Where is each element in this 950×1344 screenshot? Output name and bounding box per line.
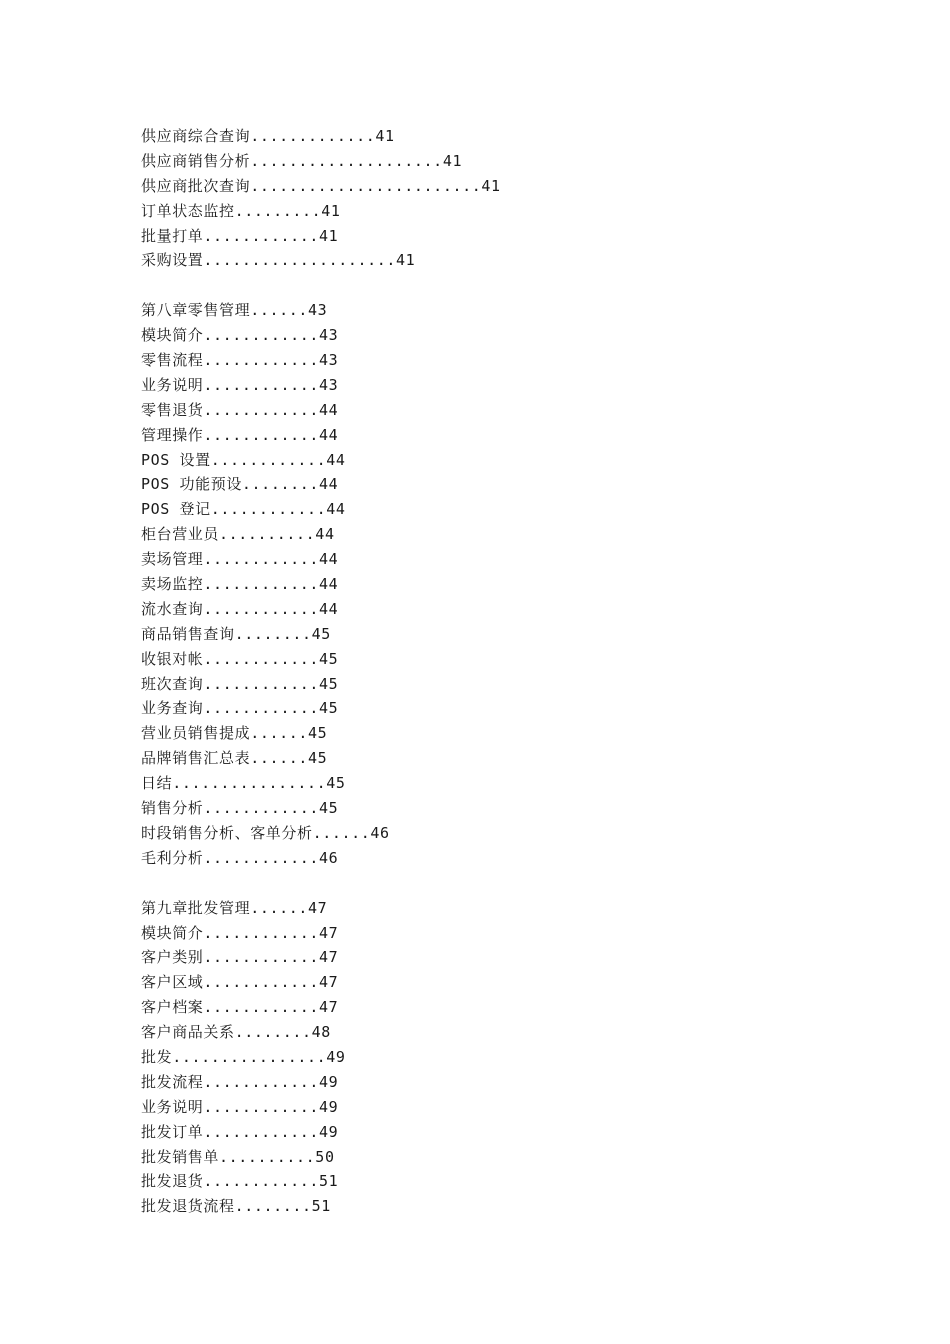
toc-chapter-8: 第八章零售管理......43	[141, 301, 328, 320]
toc-entry: 零售退货............44	[141, 400, 339, 419]
toc-entry: 品牌销售汇总表......45	[141, 749, 328, 768]
toc-entry: 模块简介............47	[141, 923, 339, 942]
toc-entry: 批发销售单..........50	[141, 1147, 335, 1166]
toc-entry-order-status: 订单状态监控.........41	[141, 201, 341, 220]
toc-entry: 毛利分析............46	[141, 848, 339, 867]
toc-entry: 业务说明............43	[141, 375, 339, 394]
toc-entry: 批发退货............51	[141, 1172, 339, 1191]
toc-chapter-9: 第九章批发管理......47	[141, 898, 328, 917]
section-gap	[141, 871, 501, 896]
toc-entry: 客户商品关系........48	[141, 1023, 331, 1042]
toc-entry: 营业员销售提成......45	[141, 724, 328, 743]
toc-entry: 卖场监控............44	[141, 575, 339, 594]
toc-entry: 批发订单............49	[141, 1122, 339, 1141]
toc-entry-purchase-settings: 采购设置....................41	[141, 251, 416, 270]
toc-entry: 批发流程............49	[141, 1072, 339, 1091]
toc-entry-supplier-batch-query: 供应商批次查询........................41	[141, 176, 501, 195]
toc-entry: 时段销售分析、客单分析......46	[141, 823, 390, 842]
toc-entry: 客户区域............47	[141, 973, 339, 992]
toc-entry: 批发................49	[141, 1047, 346, 1066]
toc-entry: 流水查询............44	[141, 599, 339, 618]
table-of-contents	[141, 124, 501, 1219]
toc-entry-batch-print: 批量打单............41	[141, 226, 339, 245]
section-gap	[141, 273, 501, 298]
toc-entry: 批发退货流程........51	[141, 1197, 331, 1216]
toc-entry: 卖场管理............44	[141, 550, 339, 569]
toc-entry-supplier-query: 供应商综合查询.............41	[141, 127, 395, 145]
toc-entry: 客户类别............47	[141, 948, 339, 967]
toc-entry: 日结................45	[141, 774, 346, 793]
toc-entry: 销售分析............45	[141, 799, 339, 818]
toc-entry: 业务说明............49	[141, 1097, 339, 1116]
toc-entry: 柜台营业员..........44	[141, 525, 335, 544]
toc-entry: 收银对帐............45	[141, 649, 339, 668]
toc-entry: POS 设置............44	[141, 450, 346, 469]
toc-entry: 业务查询............45	[141, 699, 339, 718]
toc-entry: 零售流程............43	[141, 351, 339, 370]
toc-entry: 客户档案............47	[141, 998, 339, 1017]
toc-entry: POS 功能预设........44	[141, 475, 339, 494]
toc-entry: 模块简介............43	[141, 326, 339, 345]
toc-entry: 管理操作............44	[141, 425, 339, 444]
toc-entry-supplier-sales-analysis: 供应商销售分析....................41	[141, 151, 463, 170]
toc-entry: POS 登记............44	[141, 500, 346, 519]
toc-entry: 班次查询............45	[141, 674, 339, 693]
toc-entry: 商品销售查询........45	[141, 624, 331, 643]
